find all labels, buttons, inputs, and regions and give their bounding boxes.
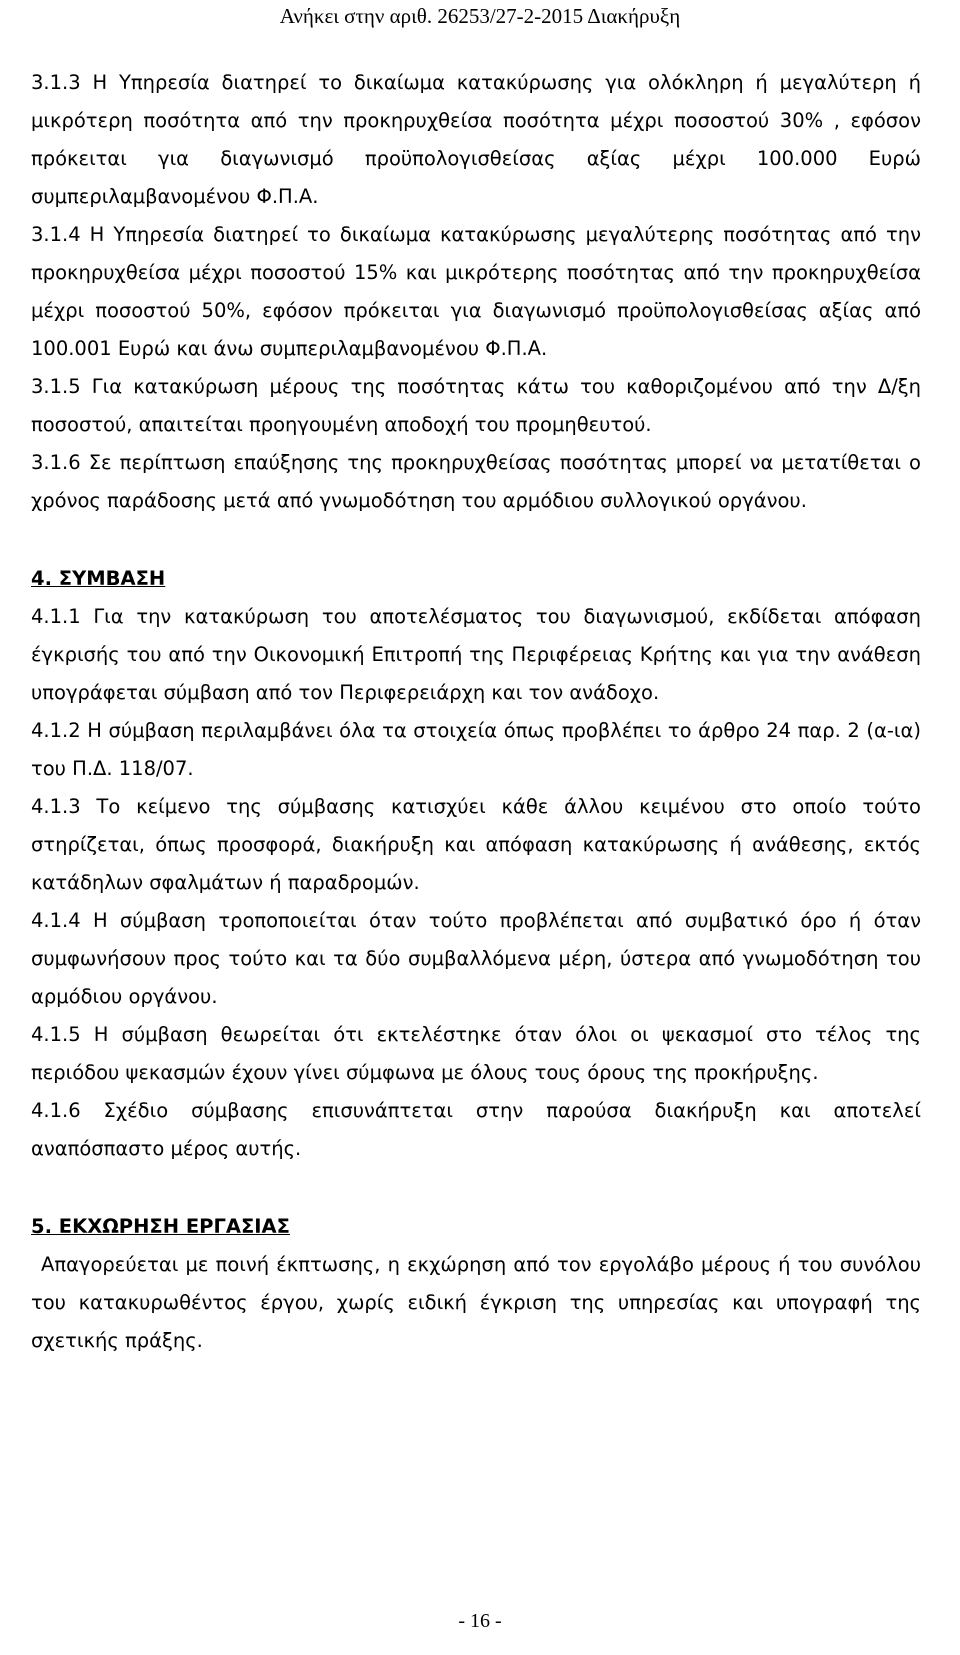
paragraph-3-1-3: 3.1.3 Η Υπηρεσία διατηρεί το δικαίωμα κατακύρωσης για ολόκληρη ή μεγαλύτερη ή μικρότερη ποσότητα από την προκηρυχθείσα ποσότητα μέχρι ποσοστού 30% , εφόσον πρόκειται για διαγωνισμό προϋπολογισθείσας αξίας μέχρι 100.000 Ευρώ συμπεριλαμβανομένου Φ.Π.Α. (31, 71, 921, 208)
paragraph-3-1-5: 3.1.5 Για κατακύρωση μέρους της ποσότητας κάτω του καθοριζομένου από την Δ/ξη ποσοστού, απαιτείται προηγουμένη αποδοχή του προμηθευτού. (31, 375, 921, 436)
document-body (31, 64, 921, 1360)
paragraph-4-1-6: 4.1.6 Σχέδιο σύμβασης επισυνάπτεται στην παρούσα διακήρυξη και αποτελεί αναπόσπαστο μέρος αυτής. (31, 1099, 921, 1160)
paragraph-4-1-1: 4.1.1 Για την κατακύρωση του αποτελέσματος του διαγωνισμού, εκδίδεται απόφαση έγκρισής του από την Οικονομική Επιτροπή της Περιφέρειας Κρήτης και για την ανάθεση υπογράφεται σύμβαση από τον Περιφερειάρχη και τον ανάδοχο. (31, 605, 921, 704)
paragraph-4-1-5: 4.1.5 Η σύμβαση θεωρείται ότι εκτελέστηκε όταν όλοι οι ψεκασμοί στο τέλος της περιόδου ψεκασμών έχουν γίνει σύμφωνα με όλους τους όρους της προκήρυξης. (31, 1023, 921, 1084)
section-heading-assignment: 5. ΕΚΧΩΡΗΣΗ ΕΡΓΑΣΙΑΣ (31, 1215, 290, 1238)
paragraph-4-1-2: 4.1.2 Η σύμβαση περιλαμβάνει όλα τα στοιχεία όπως προβλέπει το άρθρο 24 παρ. 2 (α-ια) του Π.Δ. 118/07. (31, 719, 921, 780)
paragraph-3-1-6: 3.1.6 Σε περίπτωση επαύξησης της προκηρυχθείσας ποσότητας μπορεί να μετατίθεται ο χρόνος παράδοσης μετά από γνωμοδότηση του αρμόδιου συλλογικού οργάνου. (31, 451, 921, 512)
section-heading-contract: 4. ΣΥΜΒΑΣΗ (31, 567, 166, 590)
page-header: Ανήκει στην αριθ. 26253/27-2-2015 Διακήρυξη (279, 4, 681, 28)
page-number: - 16 - (458, 1610, 502, 1632)
paragraph-4-1-4: 4.1.4 Η σύμβαση τροποποιείται όταν τούτο προβλέπεται από συμβατικό όρο ή όταν συμφωνήσουν προς τούτο και τα δύο συμβαλλόμενα μέρη, ύστερα από γνωμοδότηση του αρμόδιου οργάνου. (31, 909, 921, 1008)
paragraph-5: Απαγορεύεται με ποινή έκπτωσης, η εκχώρηση από τον εργολάβο μέρους ή του συνόλου του κατακυρωθέντος έργου, χωρίς ειδική έγκριση της υπηρεσίας και υπογραφή της σχετικής πράξης. (31, 1253, 921, 1352)
paragraph-4-1-3: 4.1.3 Το κείμενο της σύμβασης κατισχύει κάθε άλλου κειμένου στο οποίο τούτο στηρίζεται, όπως προσφορά, διακήρυξη και απόφαση κατακύρωσης ή ανάθεσης, εκτός κατάδηλων σφαλμάτων ή παραδρομών. (31, 795, 921, 894)
paragraph-3-1-4: 3.1.4 Η Υπηρεσία διατηρεί το δικαίωμα κατακύρωσης μεγαλύτερης ποσότητας από την προκηρυχθείσα μέχρι ποσοστού 15% και μικρότερης ποσότητας από την προκηρυχθείσα μέχρι ποσοστού 50%, εφόσον πρόκειται για διαγωνισμό προϋπολογισθείσας αξίας από 100.001 Ευρώ και άνω συμπεριλαμβανομένου Φ.Π.Α. (31, 223, 921, 360)
